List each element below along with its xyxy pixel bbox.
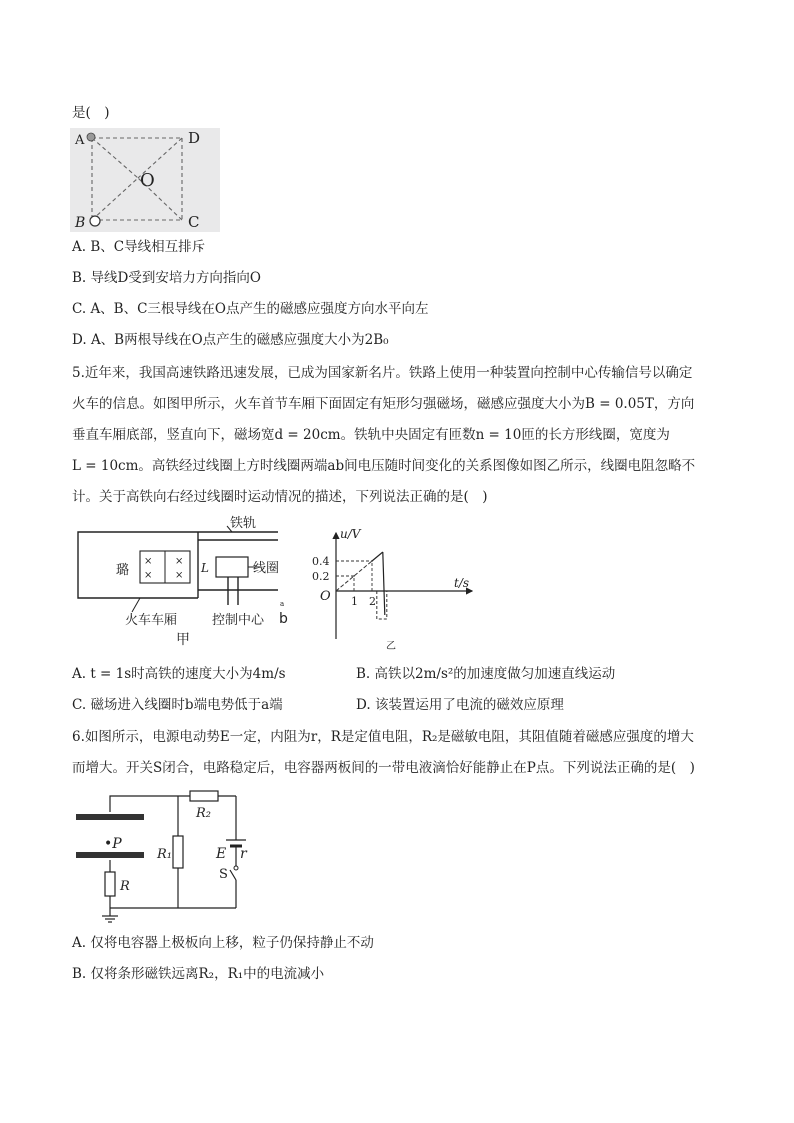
b-field-cross: × (175, 556, 184, 567)
q4-option-a: A. B、C导线相互排斥 (72, 239, 206, 255)
coil-width-label: L (201, 561, 209, 575)
q5-stem-line: 火车的信息。如图甲所示，火车首节车厢下面固定有矩形匀强磁场，磁感应强度大小为B = 0.05T，方向 (72, 396, 695, 412)
wire-b-dot (90, 216, 100, 226)
label-b: B (75, 215, 86, 231)
q5-figure-jia (70, 512, 292, 654)
q5-stem-line: L = 10cm。高铁经过线圈上方时线圈两端ab间电压随时间变化的关系图像如图乙所示，线圈电阻忽略不 (72, 458, 696, 474)
q5-stem-line: 5.近年来，我国高速铁路迅速发展，已成为国家新名片。铁路上使用一种装置向控制中心传输信号以确定 (72, 365, 693, 381)
q5-option-c: C. 磁场进入线圈时b端电势低于a端 (72, 697, 283, 713)
terminal-b-label: b (279, 611, 288, 627)
b-field-cross: × (175, 570, 184, 581)
label-s: S (219, 867, 228, 882)
control-center-label: 控制中心 (212, 613, 265, 628)
label-p: •P (104, 836, 122, 852)
label-a: A (75, 133, 85, 148)
label-r2: R₂ (196, 806, 211, 821)
q6-option-b: B. 仅将条形磁铁远离R₂，R₁中的电流减小 (72, 966, 325, 982)
q6-circuit-figure (72, 788, 252, 924)
b-field-cross: × (144, 570, 153, 581)
terminal-a-label: a (280, 600, 285, 608)
q5-option-b: B. 高铁以2m/s²的加速度做匀加速直线运动 (356, 666, 616, 682)
resistor-r (105, 872, 115, 896)
label-o: O (140, 170, 155, 191)
label-c: C (188, 213, 200, 231)
q6-option-a: A. 仅将电容器上极板向上移，粒子仍保持静止不动 (72, 935, 374, 951)
q4-stem-tail: 是( ) (72, 105, 110, 121)
y-tick-label: 0.4 (312, 555, 330, 568)
car-label: 火车车厢 (125, 613, 178, 628)
figure-caption-yi: 乙 (386, 641, 396, 652)
label-e: E (216, 846, 227, 862)
capacitor-lower-plate (76, 852, 144, 858)
switch-contact (234, 866, 238, 870)
switch-blade (230, 870, 236, 880)
x-tick-label: 1 (351, 595, 358, 608)
resistor-r1 (173, 836, 183, 868)
origin-label: O (320, 589, 331, 604)
coil-label: 线圈 (253, 561, 280, 576)
q6-stem-line: 而增大。开关S闭合，电路稳定后，电容器两板间的一带电液滴恰好能静止在P点。下列说法正确的是( ) (72, 760, 695, 776)
x-tick-label: 2 (369, 595, 376, 608)
b-field-cross: × (144, 556, 153, 567)
q5-stem-line: 垂直车厢底部，竖直向下，磁场宽d = 20cm。铁轨中央固定有匝数n = 10匝的长方形线圈，宽度为 (72, 427, 670, 443)
label-r1: R₁ (157, 847, 172, 862)
capacitor-upper-plate (76, 814, 144, 820)
y-axis-label: u/V (340, 527, 361, 541)
resistor-r2 (190, 791, 218, 801)
q6-stem-line: 6.如图所示，电源电动势E一定，内阻为r，R是定值电阻，R₂是磁敏电阻，其阻值随着磁感应强度的增大 (72, 729, 694, 745)
q4-option-c: C. A、B、C三根导线在O点产生的磁感应强度方向水平向左 (72, 301, 429, 317)
wire-a-dot (87, 133, 95, 141)
data-point (353, 575, 355, 577)
q4-figure (70, 128, 220, 232)
y-tick-label: 0.2 (312, 570, 330, 583)
x-axis-label: t/s (454, 576, 470, 590)
q5-option-d: D. 该装置运用了电流的磁效应原理 (356, 697, 564, 713)
figure-caption-jia: 甲 (176, 632, 190, 648)
magnet-label: 璐 (116, 563, 130, 578)
q4-option-d: D. A、B两根导线在O点产生的磁感应强度大小为2B₀ (72, 332, 389, 348)
q5-option-a: A. t = 1s时高铁的速度大小为4m/s (72, 666, 286, 682)
label-r: r (240, 846, 247, 862)
series-drop-line (383, 552, 385, 615)
series-line (372, 552, 383, 561)
label-d: D (188, 129, 201, 147)
q5-figure-yi (300, 527, 485, 655)
rail-label: 铁轨 (230, 516, 257, 531)
label-resistor-r: R (120, 879, 130, 894)
q5-stem-line: 计。关于高铁向右经过线圈时运动情况的描述，下列说法正确的是( ) (72, 489, 488, 505)
data-point (371, 560, 373, 562)
q4-option-b: B. 导线D受到安培力方向指向O (72, 270, 261, 286)
